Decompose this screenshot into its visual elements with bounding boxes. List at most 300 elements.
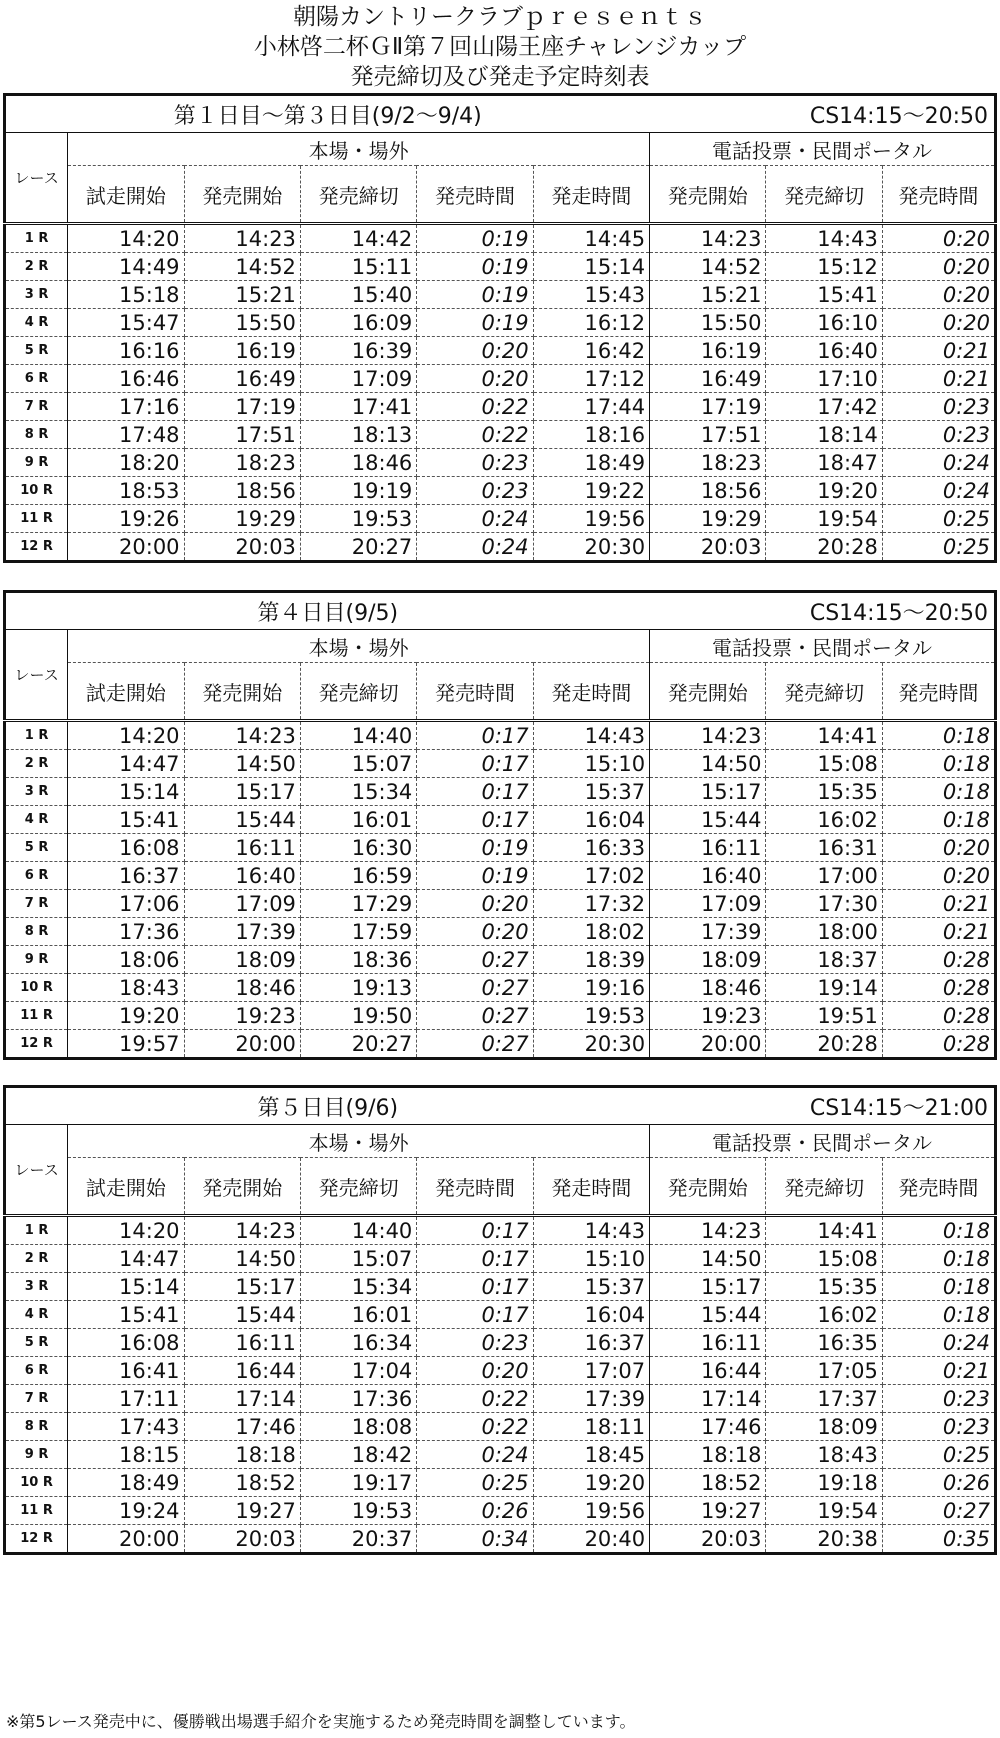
- race-label: 12 R: [5, 533, 68, 562]
- time-cell: 0:17: [417, 1245, 533, 1273]
- time-cell: 0:19: [417, 834, 533, 862]
- time-cell: 17:14: [650, 1385, 766, 1413]
- column-header-row: [5, 1158, 996, 1216]
- time-cell: 15:14: [533, 253, 649, 281]
- time-cell: 18:43: [766, 1441, 882, 1469]
- time-cell: 19:53: [300, 1497, 416, 1525]
- time-cell: 18:52: [650, 1469, 766, 1497]
- time-cell: 0:17: [417, 721, 533, 750]
- time-cell: 17:48: [68, 421, 184, 449]
- time-cell: 15:18: [68, 281, 184, 309]
- schedule-table-2: [3, 590, 997, 1060]
- time-cell: 0:17: [417, 1273, 533, 1301]
- time-cell: 0:20: [417, 918, 533, 946]
- time-cell: 19:13: [300, 974, 416, 1002]
- time-cell: 17:06: [68, 890, 184, 918]
- time-cell: 19:54: [766, 505, 882, 533]
- time-cell: 17:16: [68, 393, 184, 421]
- time-cell: 16:46: [68, 365, 184, 393]
- time-cell: 18:39: [533, 946, 649, 974]
- race-label: 4 R: [5, 309, 68, 337]
- column-header: 発売開始: [650, 166, 766, 224]
- time-cell: 18:46: [650, 974, 766, 1002]
- time-cell: 0:21: [882, 1357, 995, 1385]
- time-cell: 15:21: [184, 281, 300, 309]
- table-row: [5, 1413, 996, 1441]
- time-cell: 0:21: [882, 918, 995, 946]
- time-cell: 17:43: [68, 1413, 184, 1441]
- time-cell: 0:20: [417, 365, 533, 393]
- time-cell: 18:43: [68, 974, 184, 1002]
- table-row: [5, 1301, 996, 1329]
- time-cell: 16:49: [184, 365, 300, 393]
- time-cell: 20:03: [184, 533, 300, 562]
- time-cell: 17:11: [68, 1385, 184, 1413]
- table-row: [5, 1030, 996, 1059]
- time-cell: 15:21: [650, 281, 766, 309]
- time-cell: 15:41: [68, 1301, 184, 1329]
- race-label: 7 R: [5, 890, 68, 918]
- column-header: 発売開始: [650, 663, 766, 721]
- time-cell: 0:25: [942, 534, 990, 559]
- time-cell: 16:08: [68, 1329, 184, 1357]
- time-cell: 16:37: [533, 1329, 649, 1357]
- section-title: 第１日目～第３日目(9/2～9/4): [5, 95, 650, 133]
- column-header: 発売締切: [766, 166, 882, 224]
- time-cell: 18:45: [533, 1441, 649, 1469]
- time-cell: 0:18: [882, 1301, 995, 1329]
- time-cell: 17:02: [533, 862, 649, 890]
- time-cell: 19:16: [533, 974, 649, 1002]
- column-header: 発売締切: [766, 663, 882, 721]
- race-label: 12 R: [5, 1030, 68, 1059]
- time-cell: 17:19: [184, 393, 300, 421]
- time-cell: 0:20: [882, 309, 995, 337]
- time-cell: 0:35: [942, 1526, 990, 1551]
- time-cell: 15:17: [184, 778, 300, 806]
- time-cell: 15:37: [533, 778, 649, 806]
- time-cell: 20:03: [184, 1525, 300, 1554]
- time-cell: 17:07: [533, 1357, 649, 1385]
- table-row: [5, 890, 996, 918]
- race-label: 6 R: [5, 862, 68, 890]
- time-cell: 14:50: [650, 1245, 766, 1273]
- time-cell: 20:28: [766, 1030, 882, 1059]
- time-cell: 14:23: [184, 1216, 300, 1245]
- time-cell: 0:27: [417, 1002, 533, 1030]
- table-row: [5, 750, 996, 778]
- time-cell: 19:23: [650, 1002, 766, 1030]
- time-cell: 15:08: [766, 1245, 882, 1273]
- time-cell: 16:11: [650, 834, 766, 862]
- time-cell: 16:11: [184, 1329, 300, 1357]
- time-cell: 19:27: [184, 1497, 300, 1525]
- time-cell: 0:26: [417, 1497, 533, 1525]
- table-row: [5, 281, 996, 309]
- race-label: 11 R: [5, 505, 68, 533]
- race-label: 8 R: [5, 918, 68, 946]
- time-cell: 20:00: [68, 533, 184, 562]
- table-row: [5, 477, 996, 505]
- time-cell: 0:21: [882, 337, 995, 365]
- time-cell: 0:24: [417, 505, 533, 533]
- time-cell: 0:24: [882, 477, 995, 505]
- time-cell: 15:43: [533, 281, 649, 309]
- time-cell: 16:19: [184, 337, 300, 365]
- race-label: 6 R: [5, 365, 68, 393]
- race-label: 1 R: [5, 1216, 68, 1245]
- time-cell: 17:29: [300, 890, 416, 918]
- time-cell: 18:23: [650, 449, 766, 477]
- column-header: 試走開始: [68, 663, 184, 721]
- time-cell: 15:11: [300, 253, 416, 281]
- time-cell: 0:27: [882, 1497, 995, 1525]
- time-cell: 17:19: [650, 393, 766, 421]
- time-cell: 18:56: [650, 477, 766, 505]
- time-cell: 14:42: [300, 224, 416, 253]
- time-cell: 15:10: [533, 750, 649, 778]
- table-row: [5, 224, 996, 253]
- time-cell: 14:49: [68, 253, 184, 281]
- time-cell: 14:20: [68, 224, 184, 253]
- time-cell: 19:56: [533, 1497, 649, 1525]
- time-cell: 0:19: [417, 862, 533, 890]
- time-cell: 14:52: [184, 253, 300, 281]
- time-cell: 15:07: [300, 1245, 416, 1273]
- time-cell: 0:23: [417, 1329, 533, 1357]
- time-cell: 18:06: [68, 946, 184, 974]
- time-cell: 14:47: [68, 1245, 184, 1273]
- time-cell: 19:53: [533, 1002, 649, 1030]
- schedule-table-1: [3, 93, 997, 563]
- time-cell: 19:14: [766, 974, 882, 1002]
- time-cell: 15:10: [533, 1245, 649, 1273]
- table-row: [5, 1329, 996, 1357]
- time-cell: 0:24: [417, 533, 533, 562]
- time-cell: 0:18: [882, 806, 995, 834]
- time-cell: 0:20: [882, 224, 995, 253]
- time-cell: 18:08: [300, 1413, 416, 1441]
- time-cell: 0:24: [882, 1329, 995, 1357]
- column-header: 発売締切: [300, 1158, 416, 1216]
- time-cell: 17:10: [766, 365, 882, 393]
- time-cell: 18:46: [184, 974, 300, 1002]
- time-cell: 17:59: [300, 918, 416, 946]
- time-cell: 17:04: [300, 1357, 416, 1385]
- time-cell: 18:18: [650, 1441, 766, 1469]
- time-cell: 20:27: [300, 533, 416, 562]
- table-row: [5, 1441, 996, 1469]
- time-cell: 16:40: [766, 337, 882, 365]
- time-cell: 0:17: [417, 778, 533, 806]
- time-cell: 15:17: [650, 1273, 766, 1301]
- time-cell: 17:00: [766, 862, 882, 890]
- column-header: 発売時間: [882, 166, 995, 224]
- column-header: 発売開始: [650, 1158, 766, 1216]
- time-cell: 0:20: [417, 890, 533, 918]
- time-cell: 18:13: [300, 421, 416, 449]
- time-cell: 0:18: [882, 750, 995, 778]
- time-cell: 0:25: [417, 1469, 533, 1497]
- time-cell: 20:03: [650, 533, 766, 562]
- race-label: 5 R: [5, 337, 68, 365]
- time-cell: 15:07: [300, 750, 416, 778]
- time-cell: 19:19: [300, 477, 416, 505]
- time-cell: 17:37: [766, 1385, 882, 1413]
- time-cell: 16:33: [533, 834, 649, 862]
- table-row: [5, 1469, 996, 1497]
- time-cell: 16:16: [68, 337, 184, 365]
- time-cell: 20:40: [533, 1525, 649, 1554]
- cs-hours: CS14:15～20:50: [650, 95, 996, 133]
- time-cell: 16:49: [650, 365, 766, 393]
- time-cell: 16:42: [533, 337, 649, 365]
- table-row: [5, 721, 996, 750]
- time-cell: 20:00: [68, 1525, 184, 1554]
- time-cell: 16:11: [184, 834, 300, 862]
- time-cell: 14:23: [650, 224, 766, 253]
- time-cell: 16:37: [68, 862, 184, 890]
- time-cell: 14:40: [300, 1216, 416, 1245]
- race-label: 1 R: [5, 721, 68, 750]
- time-cell: 0:18: [882, 1273, 995, 1301]
- time-cell: 20:00: [650, 1030, 766, 1059]
- table-row: [5, 806, 996, 834]
- time-cell: 19:27: [650, 1497, 766, 1525]
- column-header: 発売締切: [300, 663, 416, 721]
- time-cell: 14:43: [533, 721, 649, 750]
- time-cell: 14:20: [68, 1216, 184, 1245]
- venue-group-header: 本場・場外: [68, 1125, 650, 1158]
- time-cell: 19:51: [766, 1002, 882, 1030]
- time-cell: 18:11: [533, 1413, 649, 1441]
- race-label: 10 R: [5, 477, 68, 505]
- page-header: [0, 2, 1000, 92]
- time-cell: 14:43: [766, 224, 882, 253]
- time-cell: 19:54: [766, 1497, 882, 1525]
- time-cell: 16:04: [533, 1301, 649, 1329]
- time-cell: 19:23: [184, 1002, 300, 1030]
- time-cell: 18:47: [766, 449, 882, 477]
- column-header: 試走開始: [68, 166, 184, 224]
- schedule-table-3: [3, 1085, 997, 1555]
- time-cell: 18:42: [300, 1441, 416, 1469]
- time-cell: 0:22: [417, 393, 533, 421]
- time-cell: 14:45: [533, 224, 649, 253]
- time-cell: 0:23: [882, 421, 995, 449]
- table-row: [5, 449, 996, 477]
- race-label: 2 R: [5, 1245, 68, 1273]
- table-row: [5, 834, 996, 862]
- group-header-row: [5, 1125, 996, 1158]
- time-cell: 0:28: [942, 1031, 990, 1056]
- table-row: [5, 365, 996, 393]
- table-row: [5, 337, 996, 365]
- time-cell: 0:27: [417, 974, 533, 1002]
- time-cell: 17:39: [533, 1385, 649, 1413]
- time-cell: 16:44: [184, 1357, 300, 1385]
- time-cell: 20:30: [533, 533, 649, 562]
- time-cell: 15:47: [68, 309, 184, 337]
- time-cell: 0:25: [882, 505, 995, 533]
- time-cell: 0:28: [882, 974, 995, 1002]
- time-cell: 15:34: [300, 778, 416, 806]
- race-label: 3 R: [5, 778, 68, 806]
- phone-group-header: 電話投票・民間ポータル: [650, 1125, 996, 1158]
- time-cell: 16:02: [766, 1301, 882, 1329]
- time-cell: 15:44: [184, 806, 300, 834]
- table-caption-row: [5, 1087, 996, 1125]
- time-cell: 14:50: [184, 750, 300, 778]
- time-cell: 0:22: [417, 421, 533, 449]
- column-header: 発走時間: [533, 166, 649, 224]
- footnote: ※第5レース発売中に、優勝戦出場選手紹介を実施するため発売時間を調整しています。: [6, 1712, 636, 1731]
- race-label: 7 R: [5, 1385, 68, 1413]
- time-cell: 17:09: [184, 890, 300, 918]
- venue-group-header: 本場・場外: [68, 630, 650, 663]
- time-cell: 19:57: [68, 1030, 184, 1059]
- time-cell: 19:26: [68, 505, 184, 533]
- time-cell: 14:43: [533, 1216, 649, 1245]
- presenter-line: 朝陽カントリークラブｐｒｅｓｅｎｔｓ: [293, 4, 707, 30]
- race-label: 8 R: [5, 1413, 68, 1441]
- column-header-row: [5, 663, 996, 721]
- column-header: 発売締切: [766, 1158, 882, 1216]
- time-cell: 14:41: [766, 721, 882, 750]
- column-header: 発売締切: [300, 166, 416, 224]
- time-cell: 17:05: [766, 1357, 882, 1385]
- time-cell: 0:22: [417, 1413, 533, 1441]
- time-cell: 18:16: [533, 421, 649, 449]
- time-cell: 17:36: [300, 1385, 416, 1413]
- column-header: 発売時間: [417, 663, 533, 721]
- time-cell: 14:23: [650, 721, 766, 750]
- time-cell: 17:39: [650, 918, 766, 946]
- time-cell: 0:25: [882, 1441, 995, 1469]
- time-cell: 16:01: [300, 806, 416, 834]
- table-row: [5, 1245, 996, 1273]
- race-label: 6 R: [5, 1357, 68, 1385]
- race-label: 2 R: [5, 253, 68, 281]
- time-cell: 0:26: [882, 1469, 995, 1497]
- time-cell: 0:18: [882, 721, 995, 750]
- race-label: 2 R: [5, 750, 68, 778]
- time-cell: 20:00: [184, 1030, 300, 1059]
- time-cell: 18:56: [184, 477, 300, 505]
- time-cell: 15:44: [184, 1301, 300, 1329]
- time-cell: 18:02: [533, 918, 649, 946]
- time-cell: 15:50: [650, 309, 766, 337]
- race-column-header: レース: [5, 1125, 68, 1216]
- time-cell: 18:14: [766, 421, 882, 449]
- column-header-row: [5, 166, 996, 224]
- time-cell: 0:27: [417, 946, 533, 974]
- column-header: 発売時間: [417, 1158, 533, 1216]
- time-cell: 20:30: [533, 1030, 649, 1059]
- time-cell: 18:46: [300, 449, 416, 477]
- time-cell: 16:31: [766, 834, 882, 862]
- group-header-row: [5, 630, 996, 663]
- time-cell: 19:29: [650, 505, 766, 533]
- time-cell: 15:14: [68, 778, 184, 806]
- time-cell: 17:51: [184, 421, 300, 449]
- time-cell: 0:23: [417, 477, 533, 505]
- time-cell: 0:20: [882, 834, 995, 862]
- column-header: 発売開始: [184, 663, 300, 721]
- table-row: [5, 1273, 996, 1301]
- time-cell: 16:35: [766, 1329, 882, 1357]
- time-cell: 0:23: [882, 393, 995, 421]
- race-label: 5 R: [5, 1329, 68, 1357]
- time-cell: 18:37: [766, 946, 882, 974]
- time-cell: 18:52: [184, 1469, 300, 1497]
- time-cell: 16:01: [300, 1301, 416, 1329]
- time-cell: 19:24: [68, 1497, 184, 1525]
- time-cell: 15:41: [68, 806, 184, 834]
- time-cell: 15:17: [650, 778, 766, 806]
- time-cell: 17:14: [184, 1385, 300, 1413]
- time-cell: 16:41: [68, 1357, 184, 1385]
- time-cell: 19:29: [184, 505, 300, 533]
- time-cell: 16:34: [300, 1329, 416, 1357]
- race-label: 4 R: [5, 806, 68, 834]
- time-cell: 16:19: [650, 337, 766, 365]
- time-cell: 18:53: [68, 477, 184, 505]
- time-cell: 16:12: [533, 309, 649, 337]
- time-cell: 16:09: [300, 309, 416, 337]
- time-cell: 17:46: [184, 1413, 300, 1441]
- time-cell: 0:28: [882, 1002, 995, 1030]
- time-cell: 19:56: [533, 505, 649, 533]
- time-cell: 16:44: [650, 1357, 766, 1385]
- time-cell: 15:41: [766, 281, 882, 309]
- race-label: 12 R: [5, 1525, 68, 1554]
- table-caption-row: [5, 95, 996, 133]
- time-cell: 17:39: [184, 918, 300, 946]
- time-cell: 20:27: [300, 1030, 416, 1059]
- phone-group-header: 電話投票・民間ポータル: [650, 630, 996, 663]
- time-cell: 14:23: [184, 721, 300, 750]
- time-cell: 15:17: [184, 1273, 300, 1301]
- table-row: [5, 1385, 996, 1413]
- time-cell: 0:27: [417, 1030, 533, 1059]
- time-cell: 0:23: [417, 449, 533, 477]
- table-row: [5, 393, 996, 421]
- table-row: [5, 505, 996, 533]
- race-label: 10 R: [5, 974, 68, 1002]
- group-header-row: [5, 133, 996, 166]
- time-cell: 15:34: [300, 1273, 416, 1301]
- time-cell: 14:40: [300, 721, 416, 750]
- time-cell: 14:47: [68, 750, 184, 778]
- race-label: 9 R: [5, 449, 68, 477]
- time-cell: 0:21: [882, 365, 995, 393]
- time-cell: 17:09: [650, 890, 766, 918]
- column-header: 発売開始: [184, 166, 300, 224]
- race-label: 3 R: [5, 1273, 68, 1301]
- table-row: [5, 918, 996, 946]
- race-label: 10 R: [5, 1469, 68, 1497]
- time-cell: 16:10: [766, 309, 882, 337]
- time-cell: 0:17: [417, 806, 533, 834]
- time-cell: 18:49: [533, 449, 649, 477]
- section-title: 第４日目(9/5): [5, 592, 650, 630]
- table-row: [5, 1357, 996, 1385]
- time-cell: 18:15: [68, 1441, 184, 1469]
- cs-hours: CS14:15～21:00: [650, 1087, 996, 1125]
- time-cell: 17:36: [68, 918, 184, 946]
- column-header: 発走時間: [533, 663, 649, 721]
